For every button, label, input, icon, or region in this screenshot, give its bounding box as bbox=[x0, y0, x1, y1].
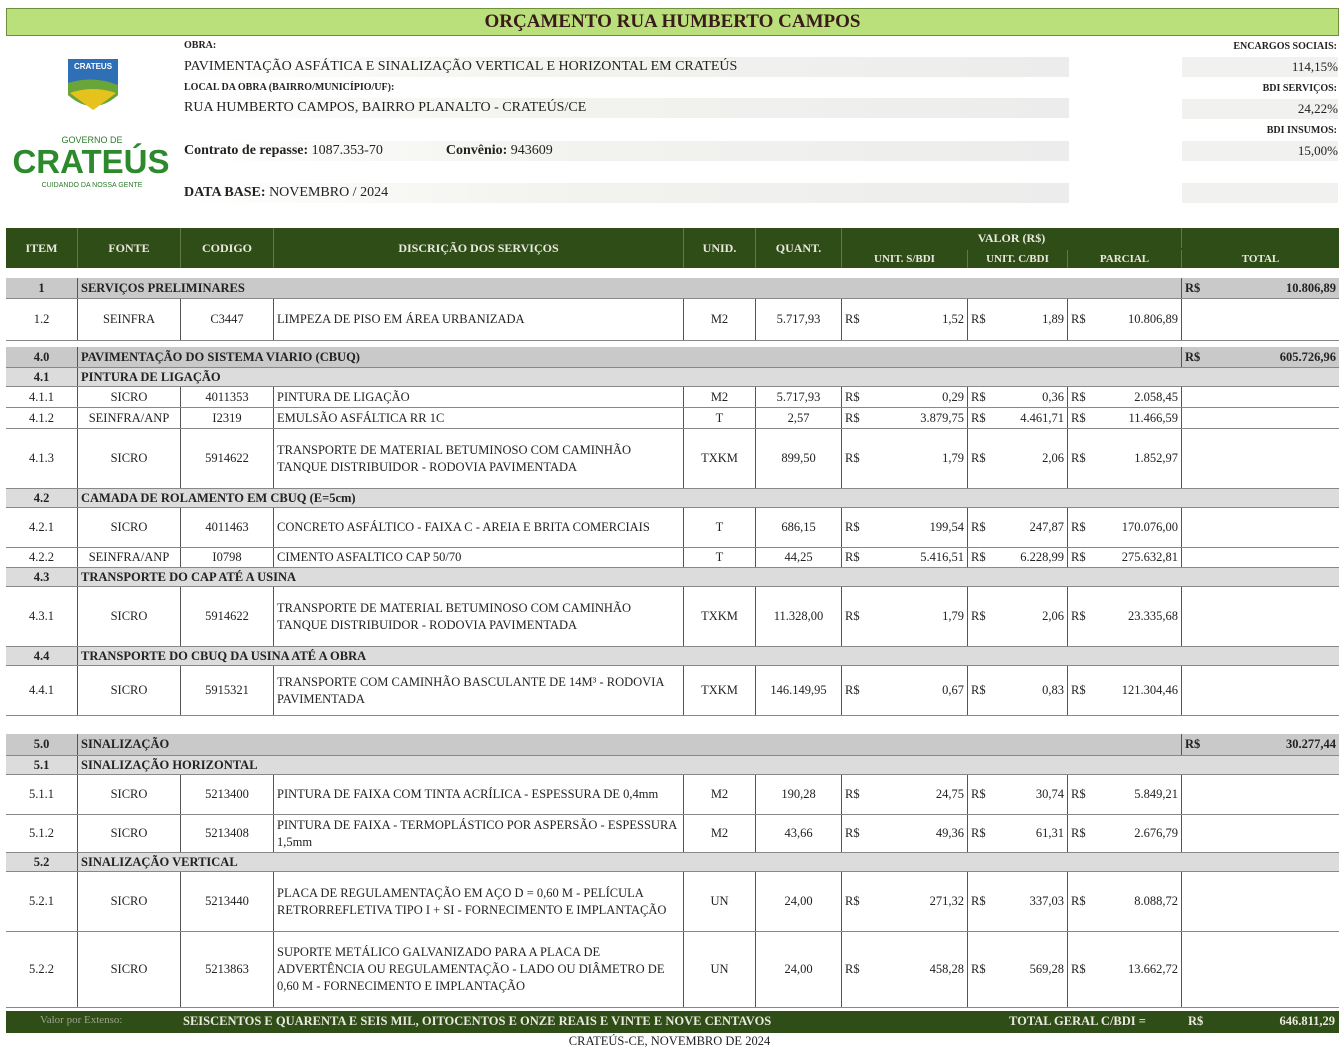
svg-text:CRATEUS: CRATEUS bbox=[73, 62, 113, 71]
cell-unid: M2 bbox=[684, 299, 756, 340]
col-quant: QUANT. bbox=[756, 228, 842, 268]
cell-codigo: C3447 bbox=[181, 299, 274, 340]
cell-item: 4.1 bbox=[6, 368, 78, 386]
encargos-label: ENCARGOS SOCIAIS: bbox=[1233, 41, 1337, 52]
cell-parcial: 13.662,72 bbox=[1102, 932, 1182, 1007]
cell-cur3: R$ bbox=[1071, 683, 1086, 697]
cell-unit-cbdi: 1,89 bbox=[998, 299, 1068, 340]
section-row bbox=[6, 278, 1339, 299]
cell-parcial: 170.076,00 bbox=[1102, 508, 1182, 547]
cell-blank bbox=[1182, 429, 1339, 488]
cell-item: 5.1.2 bbox=[6, 815, 78, 852]
cell-unit-cbdi: 2,06 bbox=[998, 429, 1068, 488]
cell-desc: PINTURA DE FAIXA COM TINTA ACRÍLICA - ESPESSURA DE 0,4mm bbox=[274, 775, 684, 814]
cell-cur3: R$ bbox=[1071, 894, 1086, 908]
cell-unit-cbdi: 2,06 bbox=[998, 587, 1068, 646]
cell-cur1: R$ bbox=[845, 451, 860, 465]
cell-item: 4.3.1 bbox=[6, 587, 78, 646]
cell-unid: TXKM bbox=[684, 587, 756, 646]
cell-blank bbox=[1182, 815, 1339, 852]
table-row bbox=[6, 508, 1339, 548]
cell-fonte: SICRO bbox=[78, 872, 181, 931]
cell-codigo: 4011463 bbox=[181, 508, 274, 547]
cell-cur1: R$ bbox=[845, 609, 860, 623]
cell-desc: PINTURA DE LIGAÇÃO bbox=[274, 387, 684, 407]
cell-cur3: R$ bbox=[1071, 410, 1086, 425]
cell-fonte: SICRO bbox=[78, 587, 181, 646]
col-unit-cbdi: UNIT. C/BDI bbox=[968, 250, 1068, 268]
cell-item: 1 bbox=[6, 278, 78, 298]
table-row bbox=[6, 775, 1339, 815]
cell-unid: UN bbox=[684, 932, 756, 1007]
cell-cur3: R$ bbox=[1071, 312, 1086, 326]
cell-item: 4.2.2 bbox=[6, 548, 78, 567]
cell-cur2: R$ bbox=[971, 683, 986, 697]
col-descricao: DISCRIÇÃO DOS SERVIÇOS bbox=[274, 228, 684, 268]
crateus-logo-icon bbox=[8, 55, 178, 195]
cell-unit-sbdi: 458,28 bbox=[872, 932, 968, 1007]
cell-unit-cbdi: 4.461,71 bbox=[998, 408, 1068, 428]
cell-cur1: R$ bbox=[845, 894, 860, 908]
cell-desc: EMULSÃO ASFÁLTICA RR 1C bbox=[274, 408, 684, 428]
cell-cur1: R$ bbox=[845, 683, 860, 697]
cell-desc: TRANSPORTE DE MATERIAL BETUMINOSO COM CAMINHÃO TANQUE DISTRIBUIDOR - RODOVIA PAVIMENTADA bbox=[274, 587, 684, 646]
cell-item: 4.4 bbox=[6, 647, 78, 665]
cell-parcial: 23.335,68 bbox=[1102, 587, 1182, 646]
cell-item: 4.3 bbox=[6, 568, 78, 586]
cell-unid: UN bbox=[684, 872, 756, 931]
cell-unit-sbdi: 199,54 bbox=[872, 508, 968, 547]
cell-cur2: R$ bbox=[971, 410, 986, 425]
cell-cur2: R$ bbox=[971, 550, 986, 564]
blank-right-cell bbox=[1182, 183, 1338, 203]
city-date: CRATEÚS-CE, NOVEMBRO DE 2024 bbox=[568, 1034, 771, 1048]
cell-section-title: SINALIZAÇÃO HORIZONTAL bbox=[81, 757, 258, 772]
cell-cur3: R$ bbox=[1071, 609, 1086, 623]
cell-section-title: SINALIZAÇÃO VERTICAL bbox=[81, 854, 238, 869]
cell-total-currency: R$ bbox=[1185, 349, 1201, 364]
cell-blank bbox=[1182, 775, 1339, 814]
cell-unid: T bbox=[684, 408, 756, 428]
convenio-value: 943609 bbox=[510, 143, 553, 158]
cell-blank bbox=[1182, 932, 1339, 1007]
cell-desc: PLACA DE REGULAMENTAÇÃO EM AÇO D = 0,60 M - PELÍCULA RETRORREFLETIVA TIPO I + SI - FORNECIMENTO E IMPLANTAÇÃO bbox=[274, 872, 684, 931]
cell-parcial: 121.304,46 bbox=[1102, 666, 1182, 715]
col-total: TOTAL bbox=[1241, 253, 1280, 265]
cell-unit-sbdi: 24,75 bbox=[872, 775, 968, 814]
cell-quant: 24,00 bbox=[756, 872, 842, 931]
footer-bar bbox=[6, 1011, 1339, 1033]
cell-desc: TRANSPORTE COM CAMINHÃO BASCULANTE DE 14M³ - RODOVIA PAVIMENTADA bbox=[274, 666, 684, 715]
cell-quant: 2,57 bbox=[756, 408, 842, 428]
cell-cur1: R$ bbox=[845, 826, 860, 840]
cell-item: 5.2.1 bbox=[6, 872, 78, 931]
section-row bbox=[6, 734, 1339, 756]
svg-text:CRATEÚS: CRATEÚS bbox=[12, 143, 170, 180]
cell-item: 4.1.3 bbox=[6, 429, 78, 488]
cell-item: 4.2.1 bbox=[6, 508, 78, 547]
cell-quant: 44,25 bbox=[756, 548, 842, 567]
cell-cur3: R$ bbox=[1071, 550, 1086, 564]
cell-unit-sbdi: 0,67 bbox=[872, 666, 968, 715]
cell-blank bbox=[1182, 587, 1339, 646]
cell-cur3: R$ bbox=[1071, 787, 1086, 801]
cell-unit-cbdi: 337,03 bbox=[998, 872, 1068, 931]
cell-section-title: CAMADA DE ROLAMENTO EM CBUQ (E=5cm) bbox=[81, 490, 356, 505]
cell-section-title: SERVIÇOS PRELIMINARES bbox=[78, 278, 1182, 298]
cell-cur1: R$ bbox=[845, 962, 860, 976]
cell-cur3: R$ bbox=[1071, 962, 1086, 976]
contrato-value: 1087.353-70 bbox=[311, 143, 383, 158]
cell-desc: LIMPEZA DE PISO EM ÁREA URBANIZADA bbox=[274, 299, 684, 340]
subsection-row bbox=[6, 853, 1339, 872]
cell-cur2: R$ bbox=[971, 962, 986, 976]
col-unid: UNID. bbox=[684, 228, 756, 268]
cell-item: 4.1.1 bbox=[6, 387, 78, 407]
col-unit-sbdi: UNIT. S/BDI bbox=[842, 250, 968, 268]
cell-unid: M2 bbox=[684, 775, 756, 814]
extenso-value: SEISCENTOS E QUARENTA E SEIS MIL, OITOCENTOS E ONZE REAIS E VINTE E NOVE CENTAVOS bbox=[183, 1014, 772, 1028]
cell-section-title: TRANSPORTE DO CAP ATÉ A USINA bbox=[81, 569, 296, 584]
cell-parcial: 2.676,79 bbox=[1102, 815, 1182, 852]
table-row bbox=[6, 548, 1339, 568]
contrato-label: Contrato de repasse: bbox=[184, 143, 309, 158]
cell-parcial: 5.849,21 bbox=[1102, 775, 1182, 814]
cell-fonte: SICRO bbox=[78, 775, 181, 814]
cell-quant: 190,28 bbox=[756, 775, 842, 814]
cell-unit-cbdi: 6.228,99 bbox=[998, 548, 1068, 567]
cell-quant: 899,50 bbox=[756, 429, 842, 488]
cell-parcial: 2.058,45 bbox=[1102, 387, 1182, 407]
cell-quant: 146.149,95 bbox=[756, 666, 842, 715]
cell-desc: CONCRETO ASFÁLTICO - FAIXA C - AREIA E BRITA COMERCIAIS bbox=[274, 508, 684, 547]
subsection-row bbox=[6, 368, 1339, 387]
cell-codigo: 5914622 bbox=[181, 429, 274, 488]
data-base-line bbox=[184, 183, 1069, 203]
cell-cur3: R$ bbox=[1071, 826, 1086, 840]
bdi-servicos-value: 24,22% bbox=[1182, 99, 1338, 119]
subsection-row bbox=[6, 647, 1339, 666]
cell-total-currency: R$ bbox=[1185, 280, 1201, 295]
subsection-row bbox=[6, 568, 1339, 587]
cell-unit-cbdi: 30,74 bbox=[998, 775, 1068, 814]
data-base-value: NOVEMBRO / 2024 bbox=[269, 185, 389, 200]
total-geral-label: TOTAL GERAL C/BDI = bbox=[1009, 1014, 1146, 1028]
cell-unid: T bbox=[684, 508, 756, 547]
page-title: ORÇAMENTO RUA HUMBERTO CAMPOS bbox=[6, 8, 1339, 36]
cell-blank bbox=[1182, 548, 1339, 567]
cell-blank bbox=[1182, 666, 1339, 715]
cell-cur2: R$ bbox=[971, 894, 986, 908]
bdi-insumos-value: 15,00% bbox=[1182, 141, 1338, 161]
table-row bbox=[6, 429, 1339, 489]
cell-parcial: 275.632,81 bbox=[1102, 548, 1182, 567]
subsection-row bbox=[6, 489, 1339, 508]
convenio-label: Convênio: bbox=[445, 143, 508, 158]
obra-label: OBRA: bbox=[184, 40, 217, 51]
cell-cur1: R$ bbox=[845, 520, 860, 534]
cell-quant: 11.328,00 bbox=[756, 587, 842, 646]
cell-item: 5.2.2 bbox=[6, 932, 78, 1007]
cell-unit-sbdi: 271,32 bbox=[872, 872, 968, 931]
cell-blank bbox=[1182, 387, 1339, 407]
cell-parcial: 11.466,59 bbox=[1102, 408, 1182, 428]
cell-total-currency: R$ bbox=[1185, 737, 1201, 751]
cell-quant: 24,00 bbox=[756, 932, 842, 1007]
cell-codigo: 5915321 bbox=[181, 666, 274, 715]
cell-section-title: PAVIMENTAÇÃO DO SISTEMA VIARIO (CBUQ) bbox=[78, 347, 1182, 367]
cell-codigo: 5213408 bbox=[181, 815, 274, 852]
contrato-line bbox=[184, 141, 1069, 161]
col-fonte: FONTE bbox=[78, 228, 181, 268]
cell-cur2: R$ bbox=[971, 520, 986, 534]
cell-unit-sbdi: 1,52 bbox=[872, 299, 968, 340]
cell-total: 605.726,96 bbox=[1279, 349, 1336, 364]
cell-codigo: 5914622 bbox=[181, 587, 274, 646]
cell-fonte: SICRO bbox=[78, 666, 181, 715]
table-row bbox=[6, 299, 1339, 341]
cell-cur3: R$ bbox=[1071, 520, 1086, 534]
cell-item: 4.1.2 bbox=[6, 408, 78, 428]
cell-item: 4.4.1 bbox=[6, 666, 78, 715]
cell-item: 1.2 bbox=[6, 299, 78, 340]
svg-text:CUIDANDO DA NOSSA GENTE: CUIDANDO DA NOSSA GENTE bbox=[41, 182, 143, 189]
cell-unid: M2 bbox=[684, 387, 756, 407]
cell-fonte: SEINFRA bbox=[78, 299, 181, 340]
cell-fonte: SICRO bbox=[78, 932, 181, 1007]
cell-fonte: SICRO bbox=[78, 387, 181, 407]
cell-unid: M2 bbox=[684, 815, 756, 852]
col-parcial: PARCIAL bbox=[1068, 250, 1182, 268]
cell-unid: TXKM bbox=[684, 666, 756, 715]
cell-blank bbox=[1182, 299, 1339, 340]
cell-cur1: R$ bbox=[845, 312, 860, 326]
cell-codigo: 5213400 bbox=[181, 775, 274, 814]
data-base-label: DATA BASE: bbox=[184, 185, 266, 200]
cell-desc: CIMENTO ASFALTICO CAP 50/70 bbox=[274, 548, 684, 567]
cell-cur2: R$ bbox=[971, 787, 986, 801]
cell-unit-cbdi: 61,31 bbox=[998, 815, 1068, 852]
cell-cur1: R$ bbox=[845, 389, 860, 404]
cell-cur1: R$ bbox=[845, 410, 860, 425]
cell-codigo: 5213440 bbox=[181, 872, 274, 931]
bdi-servicos-label: BDI SERVIÇOS: bbox=[1262, 83, 1337, 94]
cell-desc: PINTURA DE FAIXA - TERMOPLÁSTICO POR ASPERSÃO - ESPESSURA 1,5mm bbox=[274, 815, 684, 852]
table-header bbox=[6, 228, 1339, 268]
cell-fonte: SEINFRA/ANP bbox=[78, 408, 181, 428]
col-codigo: CODIGO bbox=[181, 228, 274, 268]
extenso-label: Valor por Extenso: bbox=[40, 1014, 123, 1026]
cell-cur2: R$ bbox=[971, 826, 986, 840]
total-geral-currency: R$ bbox=[1188, 1014, 1204, 1028]
table-row bbox=[6, 872, 1339, 932]
cell-quant: 5.717,93 bbox=[756, 387, 842, 407]
cell-cur2: R$ bbox=[971, 389, 986, 404]
cell-unit-cbdi: 0,36 bbox=[998, 387, 1068, 407]
cell-cur2: R$ bbox=[971, 609, 986, 623]
cell-item: 5.0 bbox=[6, 734, 78, 755]
cell-cur1: R$ bbox=[845, 550, 860, 564]
cell-cur1: R$ bbox=[845, 787, 860, 801]
table-row bbox=[6, 815, 1339, 853]
cell-unid: T bbox=[684, 548, 756, 567]
cell-fonte: SICRO bbox=[78, 815, 181, 852]
cell-desc: TRANSPORTE DE MATERIAL BETUMINOSO COM CAMINHÃO TANQUE DISTRIBUIDOR - RODOVIA PAVIMENTADA bbox=[274, 429, 684, 488]
cell-unid: TXKM bbox=[684, 429, 756, 488]
local-value: RUA HUMBERTO CAMPOS, BAIRRO PLANALTO - CRATEÚS/CE bbox=[184, 98, 1069, 118]
table-row bbox=[6, 387, 1339, 408]
section-row bbox=[6, 347, 1339, 368]
cell-section-title: TRANSPORTE DO CBUQ DA USINA ATÉ A OBRA bbox=[81, 648, 367, 663]
cell-parcial: 8.088,72 bbox=[1102, 872, 1182, 931]
table-row bbox=[6, 932, 1339, 1008]
cell-quant: 43,66 bbox=[756, 815, 842, 852]
table-row bbox=[6, 408, 1339, 429]
col-item: ITEM bbox=[6, 228, 78, 268]
local-label: LOCAL DA OBRA (BAIRRO/MUNICÍPIO/UF): bbox=[184, 82, 395, 93]
cell-codigo: 4011353 bbox=[181, 387, 274, 407]
svg-text:GOVERNO DE: GOVERNO DE bbox=[61, 135, 123, 145]
obra-value: PAVIMENTAÇÃO ASFÁTICA E SINALIZAÇÃO VERTICAL E HORIZONTAL EM CRATEÚS bbox=[184, 57, 1069, 77]
cell-quant: 5.717,93 bbox=[756, 299, 842, 340]
cell-total: 10.806,89 bbox=[1286, 280, 1336, 295]
cell-item: 4.2 bbox=[6, 489, 78, 507]
cell-desc: SUPORTE METÁLICO GALVANIZADO PARA A PLACA DE ADVERTÊNCIA OU REGULAMENTAÇÃO - LADO OU DIÂMETRO DE 0,60 M - FORNECIMENTO E IMPLANTAÇÃO bbox=[274, 932, 684, 1007]
cell-codigo: I0798 bbox=[181, 548, 274, 567]
cell-cur3: R$ bbox=[1071, 389, 1086, 404]
cell-codigo: I2319 bbox=[181, 408, 274, 428]
cell-unit-sbdi: 0,29 bbox=[872, 387, 968, 407]
cell-blank bbox=[1182, 508, 1339, 547]
cell-cur3: R$ bbox=[1071, 451, 1086, 465]
cell-item: 4.0 bbox=[6, 347, 78, 367]
cell-unit-cbdi: 247,87 bbox=[998, 508, 1068, 547]
cell-cur2: R$ bbox=[971, 451, 986, 465]
cell-parcial: 10.806,89 bbox=[1102, 299, 1182, 340]
cell-unit-cbdi: 0,83 bbox=[998, 666, 1068, 715]
col-valor: VALOR (R$) bbox=[842, 228, 1182, 248]
cell-unit-sbdi: 3.879,75 bbox=[872, 408, 968, 428]
cell-item: 5.1 bbox=[6, 756, 78, 774]
table-row bbox=[6, 666, 1339, 716]
total-geral-value: 646.811,29 bbox=[1279, 1014, 1335, 1028]
cell-cur2: R$ bbox=[971, 312, 986, 326]
cell-item: 5.2 bbox=[6, 853, 78, 871]
cell-item: 5.1.1 bbox=[6, 775, 78, 814]
bdi-insumos-label: BDI INSUMOS: bbox=[1266, 125, 1337, 136]
subsection-row bbox=[6, 756, 1339, 775]
cell-unit-sbdi: 1,79 bbox=[872, 587, 968, 646]
cell-codigo: 5213863 bbox=[181, 932, 274, 1007]
cell-section-title: PINTURA DE LIGAÇÃO bbox=[81, 369, 221, 384]
cell-unit-cbdi: 569,28 bbox=[998, 932, 1068, 1007]
cell-quant: 686,15 bbox=[756, 508, 842, 547]
cell-blank bbox=[1182, 872, 1339, 931]
crateus-logo bbox=[8, 55, 178, 195]
cell-parcial: 1.852,97 bbox=[1102, 429, 1182, 488]
cell-unit-sbdi: 5.416,51 bbox=[872, 548, 968, 567]
cell-unit-sbdi: 1,79 bbox=[872, 429, 968, 488]
table-row bbox=[6, 587, 1339, 647]
cell-total: 30.277,44 bbox=[1286, 737, 1336, 751]
cell-fonte: SEINFRA/ANP bbox=[78, 548, 181, 567]
cell-unit-sbdi: 49,36 bbox=[872, 815, 968, 852]
encargos-value: 114,15% bbox=[1182, 57, 1338, 77]
cell-section-title: SINALIZAÇÃO bbox=[78, 734, 1182, 755]
cell-blank bbox=[1182, 408, 1339, 428]
cell-fonte: SICRO bbox=[78, 508, 181, 547]
cell-fonte: SICRO bbox=[78, 429, 181, 488]
